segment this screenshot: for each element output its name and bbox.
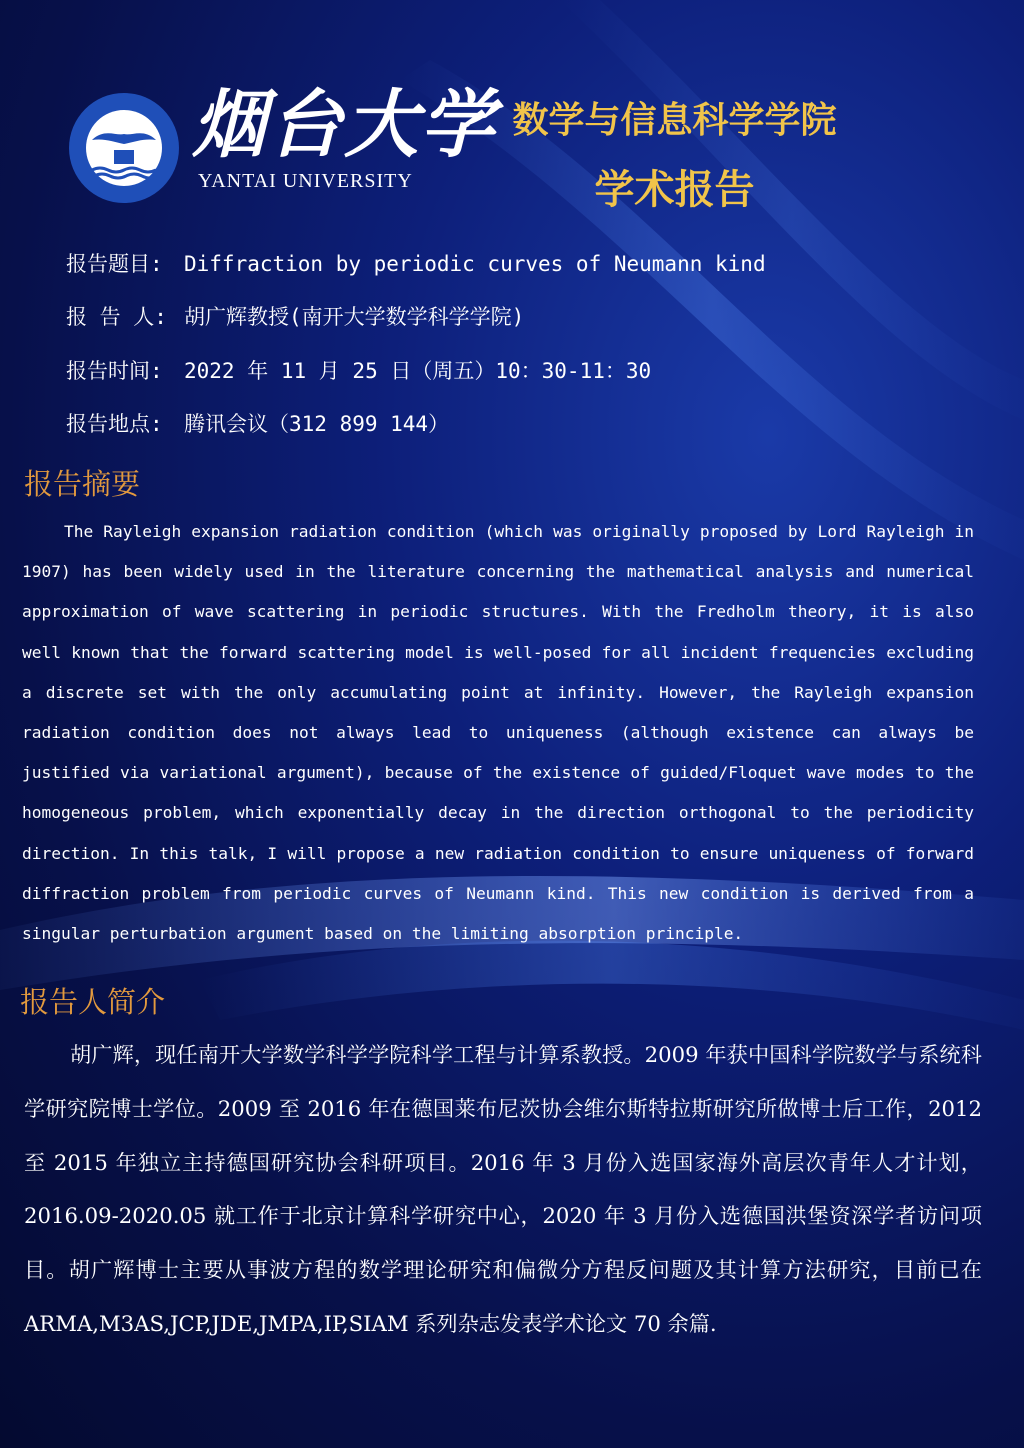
bio-text: 胡广辉，现任南开大学数学科学学院科学工程与计算系教授。2009 年获中国科学院数学与系统科学研究院博士学位。2009 至 2016 年在德国莱布尼茨协会维尔斯特拉斯研究所做博士后工作，2012 至 2015 年独立主持德国研究协会科研项目。2016 年 3 月份入选国家海外高层次青年人才计划，2016.09-2020.05 就工作于北京计算科学研究中心，2020 年 3 月份入选德国洪堡资深学者访问项目。胡广辉博士主要从事波方程的数学理论研究和偏微分方程反问题及其计算方法研究，目前已在 ARMA,M3AS,JCP,JDE,JMPA,IP,SIAM 系列杂志发表学术论文 70 余篇. [24, 1042, 982, 1336]
time-label: 报告时间: [66, 359, 163, 383]
place-line [66, 408, 449, 438]
report-title: 学术报告 [594, 167, 755, 213]
topic-label: 报告题目: [66, 252, 163, 276]
topic-line [66, 248, 766, 278]
school-name: 数学与信息科学学院 [512, 100, 837, 141]
time-line [66, 355, 651, 385]
time-value: 2022 年 11 月 25 日（周五）10：30-11：30 [184, 359, 652, 383]
abstract-text: The Rayleigh expansion radiation condition (which was originally proposed by Lord Rayleigh in 1907) has been widely used in the literature concerning the mathematical analysis and numerical approximation of wave scattering in periodic structures. With the Fredholm theory, it is also well known that the forward scattering model is well-posed for all incident frequencies excluding a discrete set with the only accumulating point at infinity. However, the Rayleigh expansion radiation condition does not always lead to uniqueness (although existence can always be justified via variational argument), because of the existence of guided/Floquet wave modes to the homogeneous problem, which exponentially decay in the direction orthogonal to the periodicity direction. In this talk, I will propose a new radiation condition to ensure uniqueness of forward diffraction problem from periodic curves of Neumann kind. This new condition is derived from a singular perturbation argument based on the limiting absorption principle. [22, 522, 974, 944]
university-name-en: YANTAI UNIVERSITY [198, 170, 413, 192]
university-seal-logo [68, 92, 180, 204]
place-label: 报告地点: [66, 412, 163, 436]
abstract-body [22, 512, 974, 954]
speaker-label: 报 告 人: [66, 305, 167, 329]
abstract-title: 报告摘要 [24, 467, 141, 501]
bio-body [24, 1028, 982, 1351]
speaker-line [66, 301, 524, 331]
topic-value: Diffraction by periodic curves of Neumann kind [184, 252, 766, 276]
university-name-cn: 烟台大学 [192, 82, 496, 168]
speaker-value: 胡广辉教授(南开大学数学科学学院) [184, 305, 525, 329]
place-value: 腾讯会议（312 899 144） [184, 412, 450, 436]
bio-title: 报告人简介 [20, 985, 166, 1019]
